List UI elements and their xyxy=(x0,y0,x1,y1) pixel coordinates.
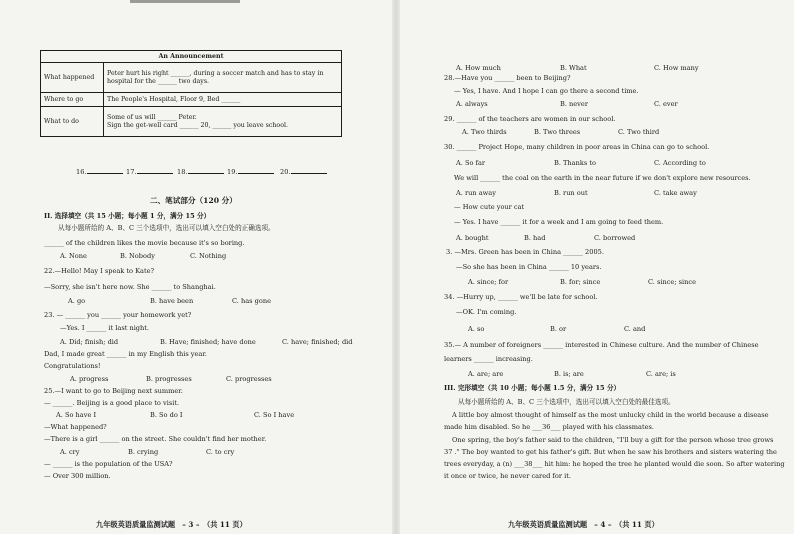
right-footer: 九年级英语质量监测试题 – 4 – （共 11 页） xyxy=(508,520,659,529)
q21-stem: ______ of the children likes the movie because it's so boring. xyxy=(44,239,245,247)
q29-stem: 29. ______ of the teachers are women in our school. xyxy=(444,115,616,123)
q26-option-a: A. cry xyxy=(60,448,80,456)
announcement-line: Peter hurt his right ______, during a soccer match and has to stay in xyxy=(107,69,324,77)
page-gutter xyxy=(392,0,400,534)
q32-option-c: C. borrowed xyxy=(594,234,636,242)
announcement-title: An Announcement xyxy=(41,51,342,63)
left-page xyxy=(0,0,392,534)
q22-option-b: B. have been xyxy=(150,297,194,305)
section-title: 二、笔试部分（120 分） xyxy=(150,196,237,205)
q25-option-b: B. So do I xyxy=(150,411,183,419)
q22-stem-2: —Sorry, she isn't here now. She ______ to Shanghai. xyxy=(44,283,216,291)
part2-instruction: 从每小题所给的 A、B、C 三个选项中，选出可以填入空白处的正确选项。 xyxy=(58,224,275,232)
q30-option-a: A. So far xyxy=(456,159,486,167)
answer-label-17: 17. xyxy=(126,168,173,176)
announcement-line: Sign the get-well card ______ 20, ______ you leave school. xyxy=(107,121,289,129)
q31-option-b: B. run out xyxy=(554,189,588,197)
passage-line-1: A little boy almost thought of himself as the most unlucky child in the world because a disease xyxy=(452,411,769,419)
q25-option-c: C. So I have xyxy=(254,411,295,419)
q31-option-c: C. take away xyxy=(654,189,697,197)
q33-option-c: C. since; since xyxy=(648,278,696,286)
answer-label-16: 16. xyxy=(76,168,123,176)
q30-stem: 30. ______ Project Hope, many children in poor areas in China can go to school. xyxy=(444,143,710,151)
q25-stem-2: — ______. Beijing is a good place to visit. xyxy=(44,399,180,407)
left-footer: 九年级英语质量监测试题 – 3 – （共 11 页） xyxy=(96,520,247,529)
passage-line-6: it once or twice, he never cared for it. xyxy=(444,472,571,480)
q29-option-a: A. Two thirds xyxy=(462,128,507,136)
q27-option-b: B. What xyxy=(560,64,587,72)
q34-stem-1: 34. —Hurry up, ______ we'll be late for school. xyxy=(444,293,598,301)
row-content-where-to-go: The People's Hospital, Floor 9, Bed ______ xyxy=(104,93,342,107)
q34-option-b: B. or xyxy=(550,325,567,333)
q35-stem-1: 35.— A number of foreigners ______ interested in Chinese culture. And the number of Chinese xyxy=(444,341,759,349)
q27-stem-2: — Over 300 million. xyxy=(44,472,111,480)
q34-option-c: C. and xyxy=(624,325,646,333)
passage-line-5: trees everyday, a (n) ___38___ hit him: he hoped the tree he planted would die soon. So after watering xyxy=(444,460,785,468)
q24-stem-2: Congratulations! xyxy=(44,362,101,370)
q30-option-c: C. According to xyxy=(654,159,706,167)
q22-option-c: C. has gone xyxy=(232,297,271,305)
q25-option-a: A. So have I xyxy=(56,411,97,419)
answer-label-20: 20. xyxy=(280,168,327,176)
q34-stem-2: —OK. I'm coming. xyxy=(456,308,517,316)
q33-option-a: A. since; for xyxy=(468,278,509,286)
q33-stem-1: 3. —Mrs. Green has been in China ______ 2005. xyxy=(446,248,604,256)
q28-option-c: C. ever xyxy=(654,100,678,108)
q21-option-b: B. Nobody xyxy=(120,252,155,260)
q23-option-b: B. Have; finished; have done xyxy=(160,338,256,346)
announcement-line: hospital for the ______ two days. xyxy=(107,77,210,85)
q22-option-a: A. go xyxy=(68,297,86,305)
q27-option-a: A. How much xyxy=(456,64,501,72)
q31-option-a: A. run away xyxy=(456,189,496,197)
q31-stem: We will ______ the coal on the earth in the near future if we don't explore new resources. xyxy=(454,174,751,182)
q21-option-a: A. None xyxy=(60,252,87,260)
passage-line-4: 37 ." The boy wanted to get his father's gift. But when he saw his brothers and sisters watering the xyxy=(444,448,777,456)
q23-stem-1: 23. — ______ you ______ your homework yet? xyxy=(44,311,192,319)
q35-option-c: C. are; is xyxy=(646,370,676,378)
row-content-what-to-do xyxy=(104,107,342,137)
part3-heading: III. 完形填空（共 10 小题；每小题 1.5 分，满分 15 分） xyxy=(444,384,621,392)
row-content-what-happened xyxy=(104,63,342,93)
q26-option-c: C. to cry xyxy=(206,448,235,456)
q33-stem-2: —So she has been in China ______ 10 years. xyxy=(456,263,602,271)
q23-option-c: C. have; finished; did xyxy=(282,338,353,346)
q30-option-b: B. Thanks to xyxy=(554,159,596,167)
q26-stem-1: —What happened? xyxy=(44,423,107,431)
announcement-table xyxy=(40,50,342,137)
q32-stem-1: — How cute your cat xyxy=(454,203,525,211)
q24-option-a: A. progress xyxy=(70,375,109,383)
q28-stem-2: — Yes, I have. And I hope I can go there a second time. xyxy=(454,87,639,95)
q35-option-a: A. are; are xyxy=(468,370,504,378)
q34-option-a: A. so xyxy=(468,325,485,333)
q35-stem-2: learners ______ increasing. xyxy=(444,355,533,363)
scan-mark xyxy=(130,0,240,3)
row-label-what-happened: What happened xyxy=(41,63,104,93)
passage-line-2: made him disabled. So he ___36___ played with his classmates. xyxy=(444,423,654,431)
row-label-what-to-do: What to do xyxy=(41,107,104,137)
q26-option-b: B. crying xyxy=(128,448,159,456)
q29-option-c: C. Two third xyxy=(618,128,660,136)
row-label-where-to-go: Where to go xyxy=(41,93,104,107)
right-page xyxy=(400,0,794,534)
passage-line-3: One spring, the boy's father said to the children, "I'll buy a gift for the person whose tree grows xyxy=(452,436,774,444)
q23-stem-2: —Yes. I ______ it last night. xyxy=(60,324,150,332)
q24-option-b: B. progresses xyxy=(146,375,192,383)
answer-label-19: 19. xyxy=(227,168,274,176)
q28-stem-1: 28.—Have you ______ been to Beijing? xyxy=(444,74,571,82)
part3-instruction: 从每小题所给的 A、B、C 三个选项中，选出可以填入空白处的最佳选项。 xyxy=(458,398,675,406)
answer-label-18: 18. xyxy=(177,168,224,176)
q32-option-a: A. bought xyxy=(456,234,489,242)
q22-stem-1: 22.—Hello! May I speak to Kate? xyxy=(44,267,155,275)
q28-option-b: B. never xyxy=(560,100,588,108)
q32-stem-2: — Yes. I have ______ it for a week and I am going to feed them. xyxy=(454,218,664,226)
q23-option-a: A. Did; finish; did xyxy=(60,338,119,346)
q32-option-b: B. had xyxy=(524,234,546,242)
q33-option-b: B. for; since xyxy=(560,278,601,286)
q26-stem-2: —There is a girl ______ on the street. She couldn't find her mother. xyxy=(44,435,267,443)
q25-stem-1: 25.—I want to go to Beijing next summer. xyxy=(44,387,183,395)
announcement-line: Some of us will ______ Peter. xyxy=(107,113,197,121)
q27-option-c: C. How many xyxy=(654,64,699,72)
part2-heading: II. 选择填空（共 15 小题；每小题 1 分，满分 15 分） xyxy=(44,212,211,220)
q29-option-b: B. Two threes xyxy=(534,128,581,136)
q21-option-c: C. Nothing xyxy=(190,252,227,260)
q28-option-a: A. always xyxy=(456,100,488,108)
q24-option-c: C. progresses xyxy=(226,375,272,383)
q35-option-b: B. is; are xyxy=(554,370,584,378)
q24-stem-1: Dad, I made great ______ in my English this year. xyxy=(44,350,207,358)
q27-stem-1: — ______ is the population of the USA? xyxy=(44,460,173,468)
